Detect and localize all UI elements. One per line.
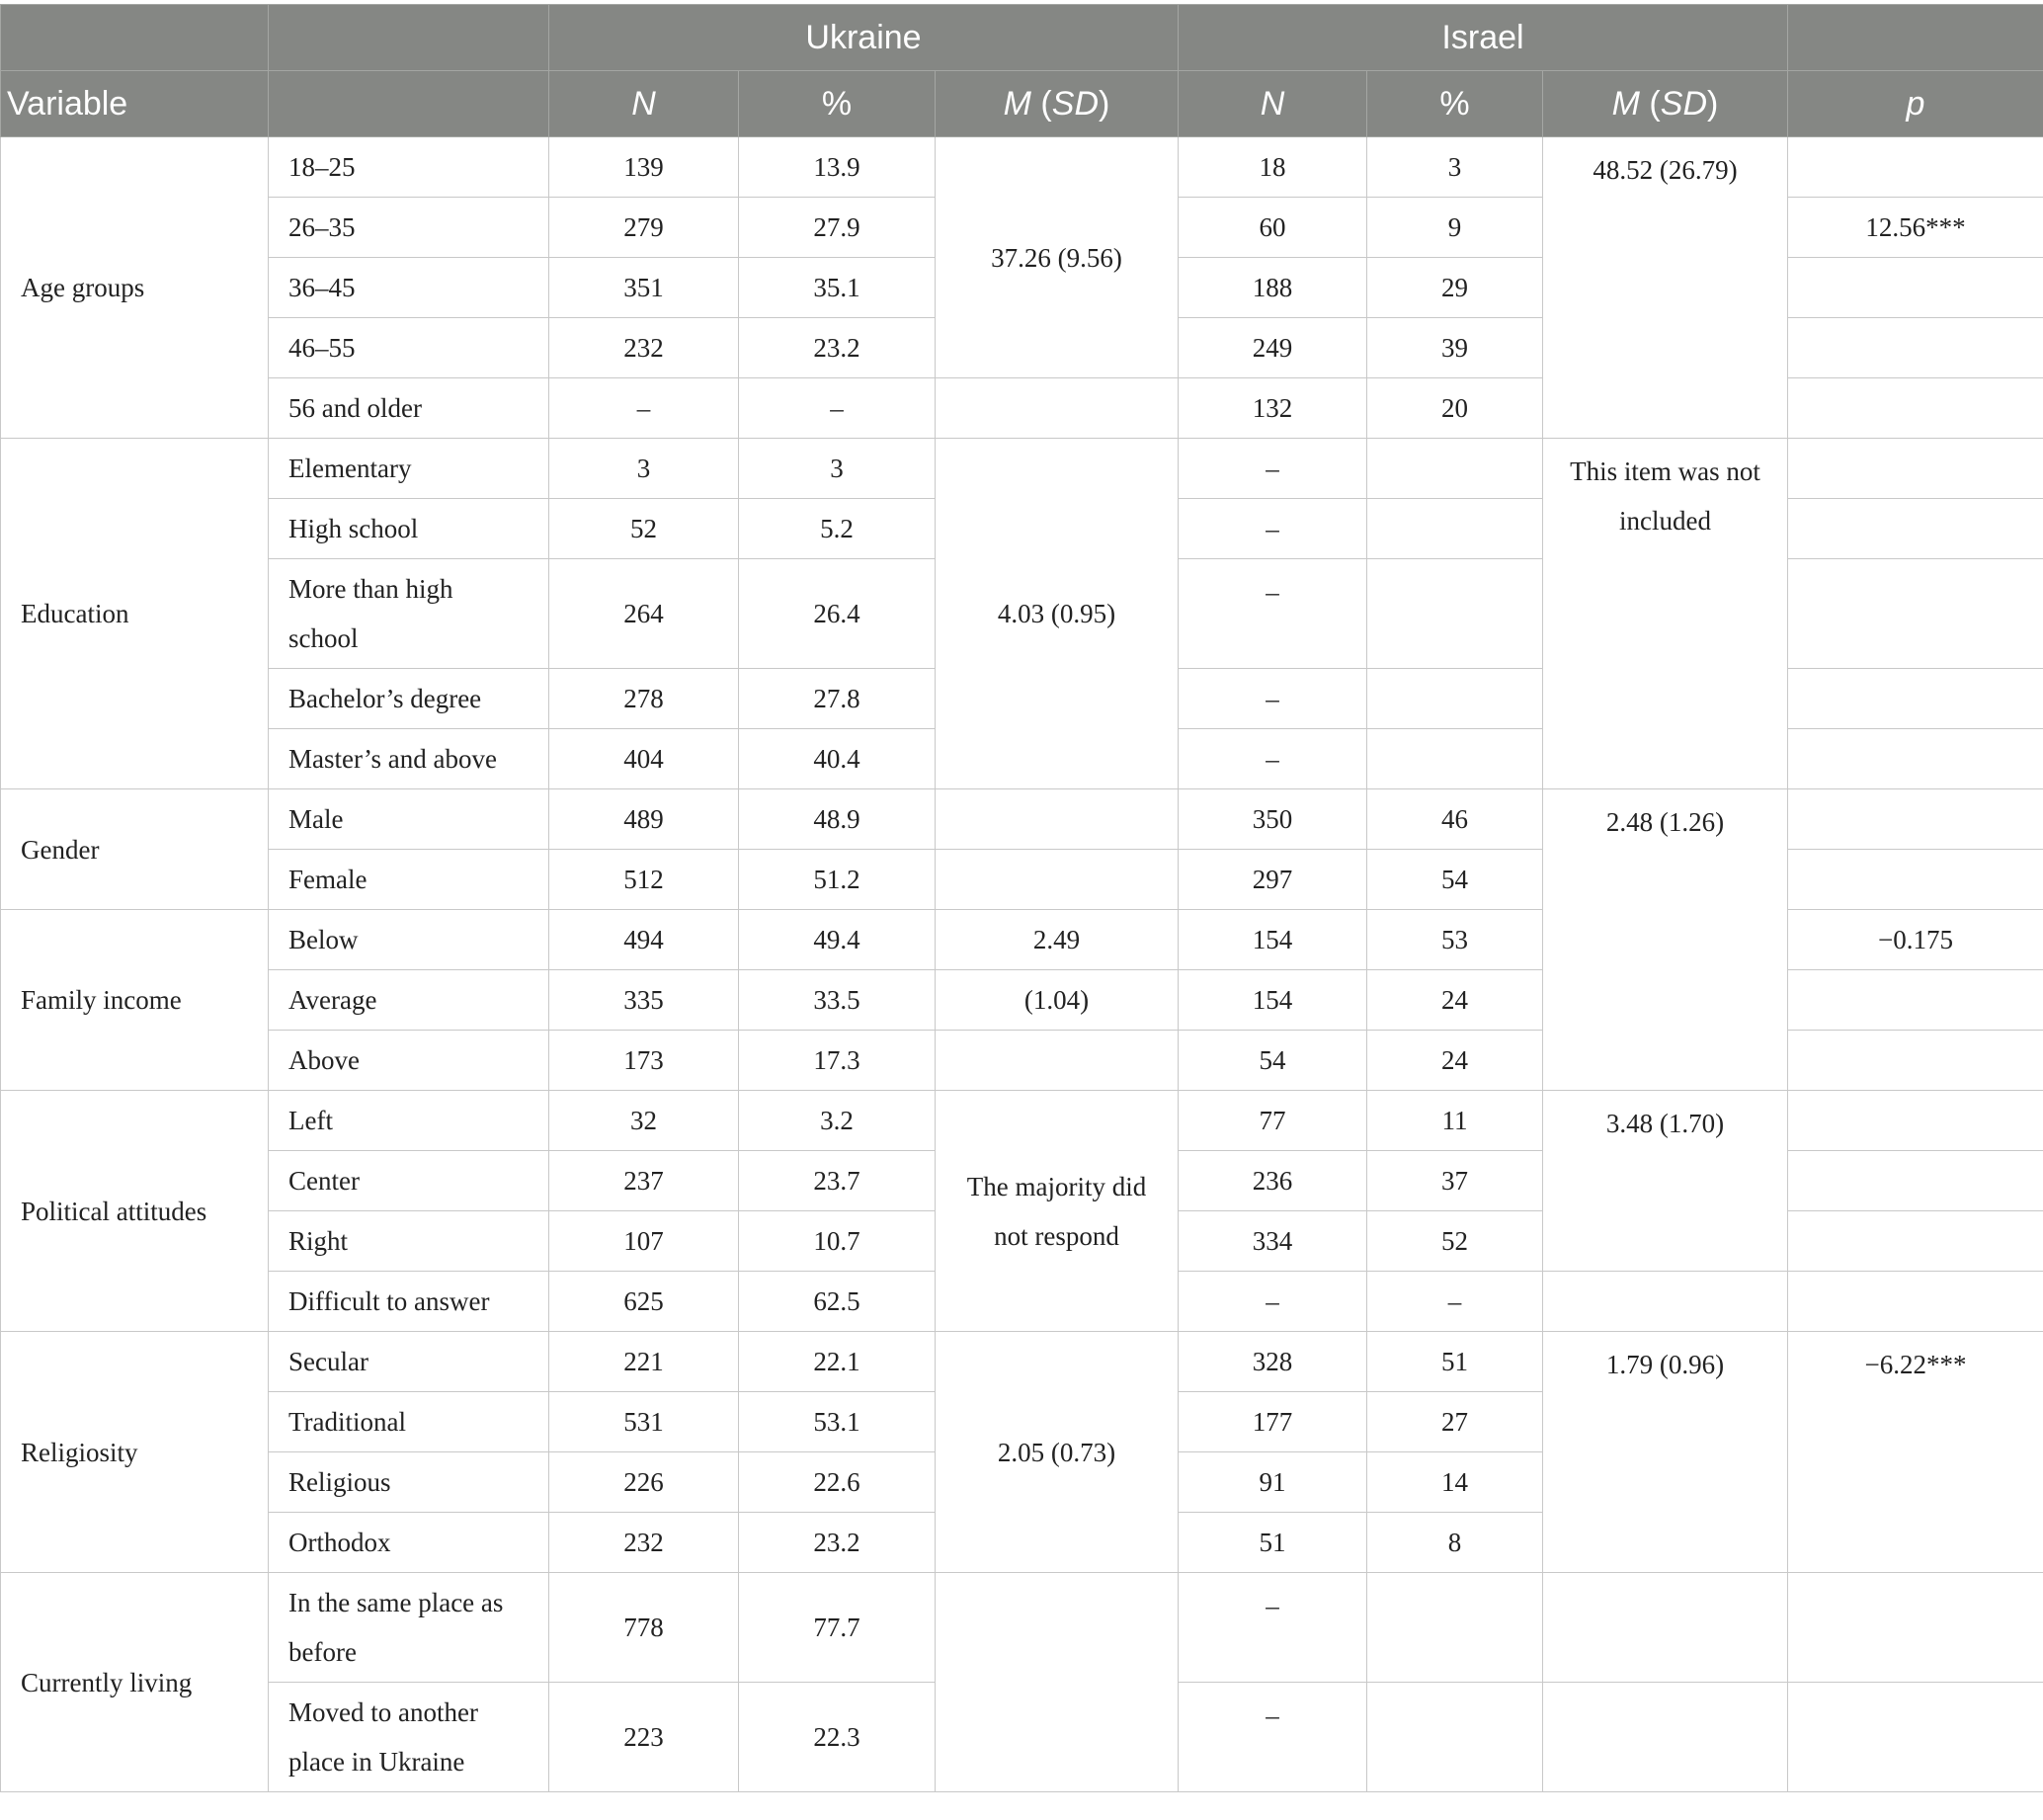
p-value <box>1788 1151 2043 1211</box>
p-value <box>1788 1211 2043 1272</box>
israel-pct: 3 <box>1367 137 1543 198</box>
israel-pct: 37 <box>1367 1151 1543 1211</box>
ukraine-pct: 33.5 <box>739 970 936 1031</box>
p-value <box>1788 729 2043 789</box>
n-symbol: N <box>631 84 656 123</box>
p-value <box>1788 258 2043 318</box>
israel-n: 328 <box>1179 1332 1367 1392</box>
israel-pct <box>1367 439 1543 499</box>
category-label: Left <box>269 1091 549 1151</box>
israel-msd: 2.48 (1.26) <box>1543 789 1788 1091</box>
p-value: −6.22*** <box>1788 1332 2043 1573</box>
israel-n: 154 <box>1179 970 1367 1031</box>
category-label: Secular <box>269 1332 549 1392</box>
category-label: Average <box>269 970 549 1031</box>
ukraine-pct: 35.1 <box>739 258 936 318</box>
israel-pct: 51 <box>1367 1332 1543 1392</box>
ukraine-pct: – <box>739 378 936 439</box>
israel-pct: – <box>1367 1272 1543 1332</box>
israel-n: 132 <box>1179 378 1367 439</box>
ukraine-n: 226 <box>549 1452 739 1513</box>
variable-label: Religiosity <box>1 1332 269 1573</box>
ukraine-n: 335 <box>549 970 739 1031</box>
ukraine-msd-line: not respond <box>994 1220 1119 1251</box>
ukraine-pct: 26.4 <box>739 559 936 669</box>
category-label: Religious <box>269 1452 549 1513</box>
header-israel-msd: M (SD) <box>1543 71 1788 137</box>
header-empty-cell <box>269 5 549 71</box>
israel-n: – <box>1179 499 1367 559</box>
ukraine-pct: 77.7 <box>739 1573 936 1683</box>
p-value <box>1788 1683 2043 1792</box>
p-value <box>1788 669 2043 729</box>
israel-msd-line: included <box>1619 506 1711 536</box>
p-value <box>1788 137 2043 198</box>
israel-pct <box>1367 669 1543 729</box>
category-label <box>269 559 549 669</box>
israel-pct: 11 <box>1367 1091 1543 1151</box>
category-line: More than high <box>288 574 453 604</box>
p-value <box>1788 789 2043 850</box>
israel-n: – <box>1179 1573 1367 1683</box>
p-value <box>1788 499 2043 559</box>
header-ukraine-n <box>549 71 739 137</box>
category-label: 46–55 <box>269 318 549 378</box>
israel-n: 51 <box>1179 1513 1367 1573</box>
header-israel: Israel <box>1179 5 1788 71</box>
sd-symbol: SD <box>1051 84 1099 123</box>
header-row-columns <box>1 71 2043 137</box>
category-label: 56 and older <box>269 378 549 439</box>
m-symbol: M <box>1611 84 1640 123</box>
ukraine-n: 173 <box>549 1031 739 1091</box>
israel-n: 91 <box>1179 1452 1367 1513</box>
israel-msd <box>1543 439 1788 789</box>
variable-label: Gender <box>1 789 269 910</box>
israel-n: 188 <box>1179 258 1367 318</box>
category-label <box>269 1683 549 1792</box>
p-value: −0.175 <box>1788 910 2043 970</box>
israel-n: – <box>1179 1272 1367 1332</box>
ukraine-n: 264 <box>549 559 739 669</box>
ukraine-pct: 22.1 <box>739 1332 936 1392</box>
p-value <box>1788 318 2043 378</box>
table-row <box>1 439 2043 499</box>
ukraine-n: 278 <box>549 669 739 729</box>
ukraine-pct: 53.1 <box>739 1392 936 1452</box>
p-value <box>1788 378 2043 439</box>
category-label: 18–25 <box>269 137 549 198</box>
ukraine-n: 223 <box>549 1683 739 1792</box>
ukraine-msd <box>936 378 1179 439</box>
israel-pct: 24 <box>1367 970 1543 1031</box>
israel-msd: 1.79 (0.96) <box>1543 1332 1788 1573</box>
israel-pct: 27 <box>1367 1392 1543 1452</box>
category-line: In the same place as <box>288 1588 504 1617</box>
israel-pct: 39 <box>1367 318 1543 378</box>
ukraine-n: 625 <box>549 1272 739 1332</box>
p-value <box>1788 559 2043 669</box>
p-value <box>1788 970 2043 1031</box>
israel-msd <box>1543 1683 1788 1792</box>
category-label: 26–35 <box>269 198 549 258</box>
israel-n: 236 <box>1179 1151 1367 1211</box>
ukraine-pct: 27.8 <box>739 669 936 729</box>
ukraine-pct: 10.7 <box>739 1211 936 1272</box>
category-label: 36–45 <box>269 258 549 318</box>
israel-pct <box>1367 1683 1543 1792</box>
israel-pct: 24 <box>1367 1031 1543 1091</box>
israel-pct <box>1367 1573 1543 1683</box>
israel-msd: 3.48 (1.70) <box>1543 1091 1788 1272</box>
israel-pct <box>1367 499 1543 559</box>
israel-n: 297 <box>1179 850 1367 910</box>
p-symbol: p <box>1906 84 1925 123</box>
israel-pct <box>1367 729 1543 789</box>
header-empty-cell <box>1 5 269 71</box>
category-label: Female <box>269 850 549 910</box>
ukraine-msd <box>936 1573 1179 1792</box>
israel-n: – <box>1179 669 1367 729</box>
israel-msd: 48.52 (26.79) <box>1543 137 1788 439</box>
israel-pct: 29 <box>1367 258 1543 318</box>
ukraine-pct: 5.2 <box>739 499 936 559</box>
category-label: High school <box>269 499 549 559</box>
israel-n: – <box>1179 1683 1367 1792</box>
ukraine-n: 279 <box>549 198 739 258</box>
category-line: before <box>288 1637 357 1667</box>
ukraine-msd: 2.49 <box>936 910 1179 970</box>
p-value <box>1788 1091 2043 1151</box>
ukraine-n: 221 <box>549 1332 739 1392</box>
ukraine-pct: 51.2 <box>739 850 936 910</box>
israel-pct: 14 <box>1367 1452 1543 1513</box>
ukraine-pct: 22.3 <box>739 1683 936 1792</box>
ukraine-msd: (1.04) <box>936 970 1179 1031</box>
category-label: Difficult to answer <box>269 1272 549 1332</box>
israel-pct: 46 <box>1367 789 1543 850</box>
demographics-table <box>0 4 2043 1792</box>
ukraine-n: 494 <box>549 910 739 970</box>
ukraine-n: 404 <box>549 729 739 789</box>
israel-msd <box>1543 1573 1788 1683</box>
ukraine-msd <box>936 850 1179 910</box>
israel-pct: 8 <box>1367 1513 1543 1573</box>
p-value <box>1788 439 2043 499</box>
israel-n: – <box>1179 729 1367 789</box>
variable-label: Family income <box>1 910 269 1091</box>
israel-msd-line: This item was not <box>1570 456 1760 486</box>
p-value <box>1788 850 2043 910</box>
category-line: school <box>288 623 359 653</box>
ukraine-pct: 13.9 <box>739 137 936 198</box>
p-value <box>1788 1272 2043 1332</box>
header-israel-n <box>1179 71 1367 137</box>
israel-n: 249 <box>1179 318 1367 378</box>
category-label: Traditional <box>269 1392 549 1452</box>
p-value <box>1788 1573 2043 1683</box>
ukraine-msd <box>936 1091 1179 1332</box>
category-line: place in Ukraine <box>288 1747 465 1777</box>
ukraine-n: 237 <box>549 1151 739 1211</box>
ukraine-pct: 22.6 <box>739 1452 936 1513</box>
ukraine-n: 52 <box>549 499 739 559</box>
ukraine-n: 232 <box>549 1513 739 1573</box>
ukraine-msd: 37.26 (9.56) <box>936 137 1179 378</box>
sd-symbol: SD <box>1660 84 1707 123</box>
ukraine-pct: 27.9 <box>739 198 936 258</box>
ukraine-pct: 23.2 <box>739 1513 936 1573</box>
n-symbol: N <box>1260 84 1285 123</box>
category-label: Male <box>269 789 549 850</box>
israel-n: – <box>1179 439 1367 499</box>
category-label: Master’s and above <box>269 729 549 789</box>
israel-pct: 20 <box>1367 378 1543 439</box>
table-row <box>1 1091 2043 1151</box>
israel-n: 77 <box>1179 1091 1367 1151</box>
israel-n: 350 <box>1179 789 1367 850</box>
category-label: Above <box>269 1031 549 1091</box>
table-row <box>1 1332 2043 1392</box>
header-variable: Variable <box>1 71 269 137</box>
israel-pct <box>1367 559 1543 669</box>
category-label: Orthodox <box>269 1513 549 1573</box>
israel-pct: 54 <box>1367 850 1543 910</box>
header-ukraine-pct: % <box>739 71 936 137</box>
ukraine-n: 32 <box>549 1091 739 1151</box>
variable-label: Age groups <box>1 137 269 439</box>
category-label: Center <box>269 1151 549 1211</box>
ukraine-pct: 48.9 <box>739 789 936 850</box>
header-empty-cell <box>1788 5 2043 71</box>
ukraine-n: 489 <box>549 789 739 850</box>
category-label: Elementary <box>269 439 549 499</box>
ukraine-pct: 40.4 <box>739 729 936 789</box>
ukraine-pct: 3 <box>739 439 936 499</box>
ukraine-pct: 17.3 <box>739 1031 936 1091</box>
m-symbol: M <box>1003 84 1031 123</box>
israel-n: 154 <box>1179 910 1367 970</box>
israel-msd <box>1543 1272 1788 1332</box>
israel-n: 334 <box>1179 1211 1367 1272</box>
israel-pct: 52 <box>1367 1211 1543 1272</box>
header-israel-pct: % <box>1367 71 1543 137</box>
category-label: Right <box>269 1211 549 1272</box>
table-row <box>1 137 2043 198</box>
header-p <box>1788 71 2043 137</box>
israel-n: – <box>1179 559 1367 669</box>
israel-n: 54 <box>1179 1031 1367 1091</box>
israel-pct: 9 <box>1367 198 1543 258</box>
ukraine-n: – <box>549 378 739 439</box>
category-label <box>269 1573 549 1683</box>
category-line: Moved to another <box>288 1697 478 1727</box>
ukraine-pct: 62.5 <box>739 1272 936 1332</box>
p-value: 12.56*** <box>1788 198 2043 258</box>
israel-n: 18 <box>1179 137 1367 198</box>
header-ukraine: Ukraine <box>549 5 1179 71</box>
ukraine-n: 232 <box>549 318 739 378</box>
ukraine-msd: 2.05 (0.73) <box>936 1332 1179 1573</box>
header-row-countries <box>1 5 2043 71</box>
ukraine-n: 778 <box>549 1573 739 1683</box>
p-value <box>1788 1031 2043 1091</box>
variable-label: Currently living <box>1 1573 269 1792</box>
israel-pct: 53 <box>1367 910 1543 970</box>
ukraine-n: 351 <box>549 258 739 318</box>
variable-label: Political attitudes <box>1 1091 269 1332</box>
header-empty-cell <box>269 71 549 137</box>
ukraine-n: 531 <box>549 1392 739 1452</box>
ukraine-pct: 3.2 <box>739 1091 936 1151</box>
category-label: Bachelor’s degree <box>269 669 549 729</box>
israel-n: 60 <box>1179 198 1367 258</box>
ukraine-pct: 23.7 <box>739 1151 936 1211</box>
ukraine-msd <box>936 1031 1179 1091</box>
category-label: Below <box>269 910 549 970</box>
ukraine-msd: 4.03 (0.95) <box>936 439 1179 789</box>
ukraine-n: 512 <box>549 850 739 910</box>
ukraine-pct: 49.4 <box>739 910 936 970</box>
ukraine-n: 139 <box>549 137 739 198</box>
ukraine-pct: 23.2 <box>739 318 936 378</box>
table-row <box>1 1573 2043 1683</box>
ukraine-msd-line: The majority did <box>966 1171 1147 1201</box>
ukraine-msd <box>936 789 1179 850</box>
variable-label: Education <box>1 439 269 789</box>
table-row <box>1 789 2043 850</box>
ukraine-n: 107 <box>549 1211 739 1272</box>
israel-n: 177 <box>1179 1392 1367 1452</box>
ukraine-n: 3 <box>549 439 739 499</box>
header-ukraine-msd: M (SD) <box>936 71 1179 137</box>
